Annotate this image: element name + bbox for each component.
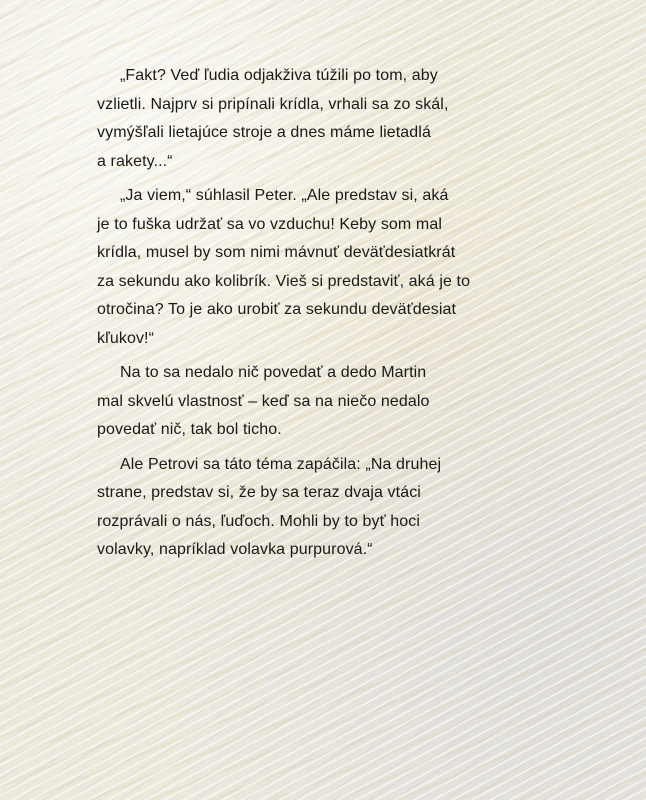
text-line: Na to sa nedalo nič povedať a dedo Martin xyxy=(120,364,427,381)
text-line: „Ja viem,“ súhlasil Peter. „Ale predstav si, aká xyxy=(120,187,449,204)
text-line: za sekundu ako kolibrík. Vieš si predstaviť, aká je to xyxy=(97,272,471,290)
text-line: a rakety...“ xyxy=(97,152,173,170)
text-line: volavky, napríklad volavka purpurová.“ xyxy=(97,541,373,558)
text-line: vymýšľali lietajúce stroje a dnes máme lietadlá xyxy=(97,124,431,141)
text-line: otročina? To je ako urobiť za sekundu deväťdesiat xyxy=(97,301,457,318)
text-line: strane, predstav si, že by sa teraz dvaja vtáci xyxy=(97,484,421,501)
paragraph-2 xyxy=(97,182,538,353)
paragraph-4 xyxy=(97,451,538,565)
paragraph-1 xyxy=(97,62,538,176)
text-line: je to fuška udržať sa vo vzduchu! Keby som mal xyxy=(97,215,442,233)
paragraph-3 xyxy=(97,359,538,445)
text-line: „Fakt? Veď ľudia odjakživa túžili po tom, aby xyxy=(120,67,438,84)
text-line: rozprávali o nás, ľuďoch. Mohli by to byť hoci xyxy=(97,512,421,530)
text-line: vzlietli. Najprv si pripínali krídla, vrhali sa zo skál, xyxy=(97,95,449,113)
text-line: kľukov!“ xyxy=(97,329,155,347)
book-page-text xyxy=(97,62,538,565)
text-line: Ale Petrovi sa táto téma zapáčila: „Na druhej xyxy=(120,455,442,473)
text-line: mal skvelú vlastnosť – keď sa na niečo nedalo xyxy=(97,392,430,410)
text-line: povedať nič, tak bol ticho. xyxy=(97,421,282,438)
text-line: krídla, musel by som nimi mávnuť deväťdesiatkrát xyxy=(97,244,456,261)
